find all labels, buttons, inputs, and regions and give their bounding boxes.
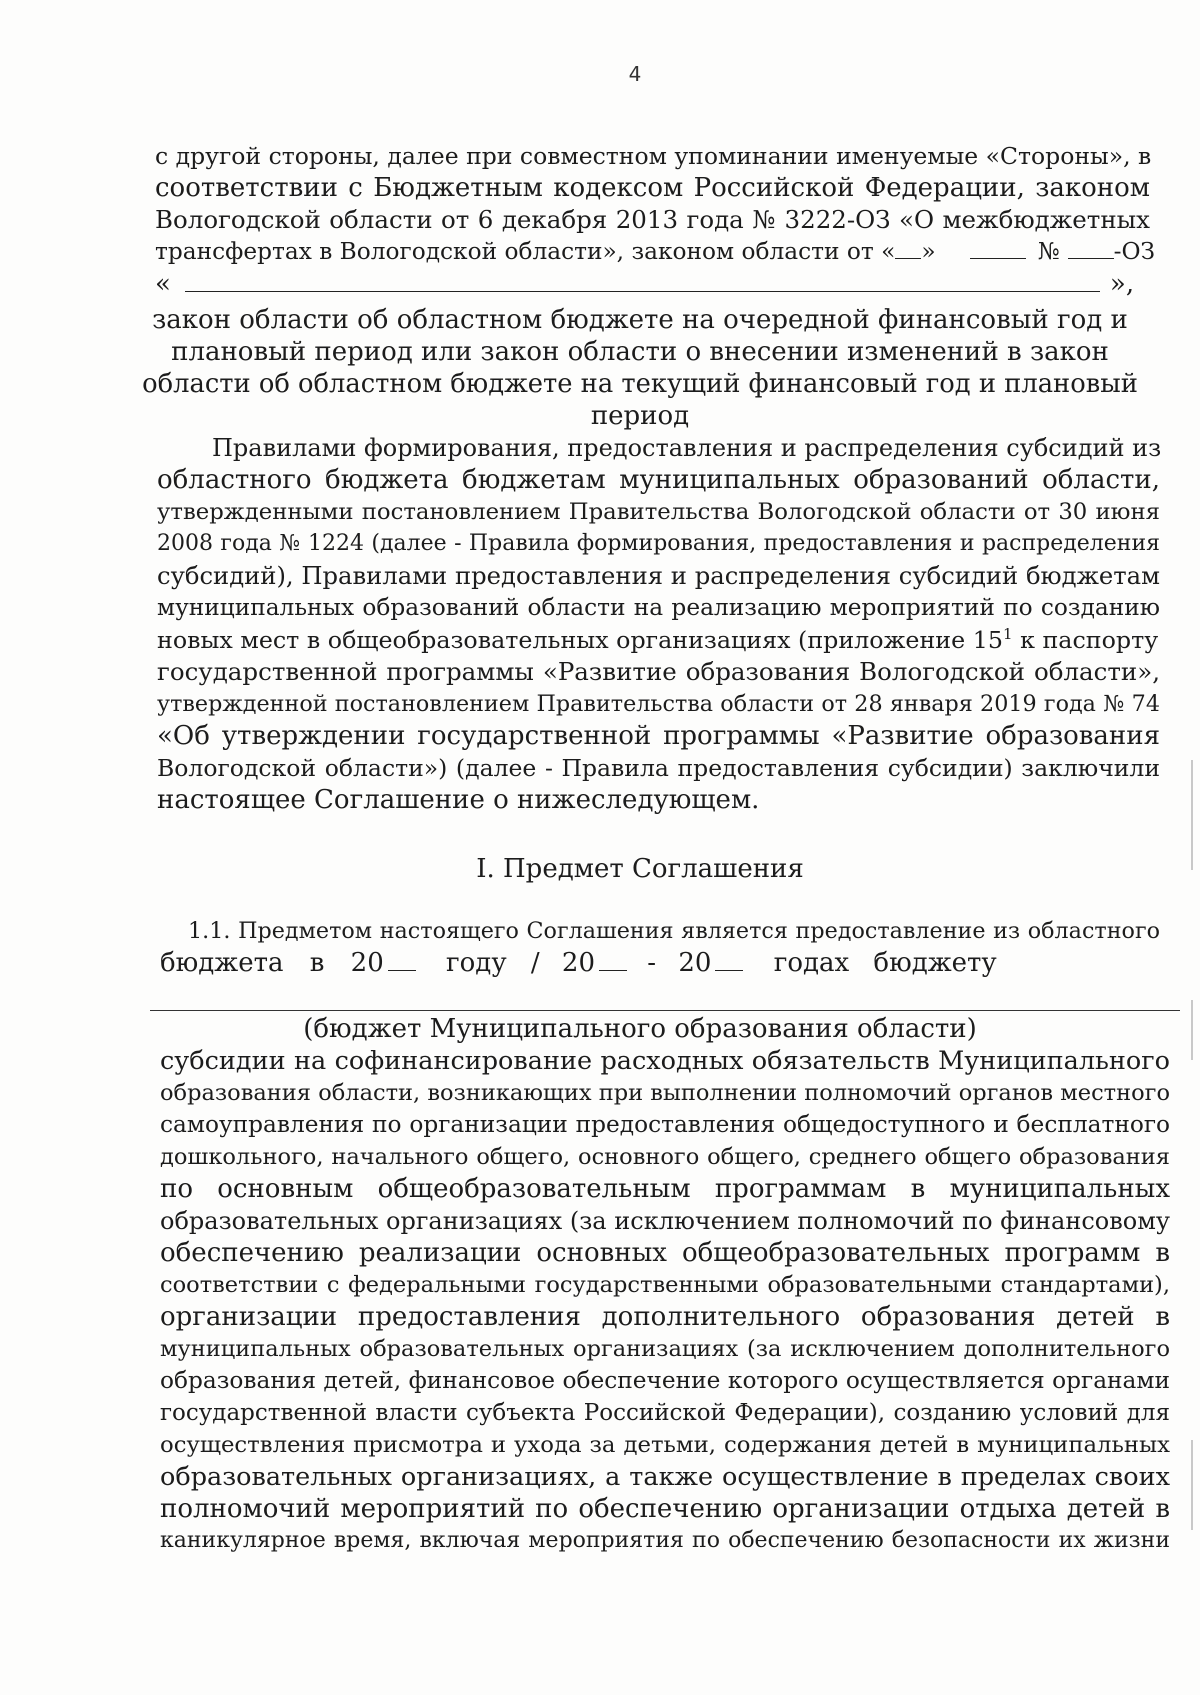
text-line: соответствии с Бюджетным кодексом Российской Федерации, законом xyxy=(155,173,1150,203)
law-note-line: период xyxy=(590,401,690,431)
text-line: по основным общеобразовательным программам в муниципальных xyxy=(160,1174,1170,1204)
text-line: государственной власти субъекта Российской Федерации), созданию условий для xyxy=(160,1400,1170,1426)
year-line xyxy=(160,947,1160,979)
text-line: соответствии с федеральными государственными образовательными стандартами), xyxy=(160,1272,1170,1298)
text-line: утвержденными постановлением Правительства Вологодской области от 30 июня xyxy=(157,499,1160,525)
law-title-line xyxy=(155,268,1155,300)
text-line: полномочий мероприятий по обеспечению организации отдыха детей в xyxy=(160,1494,1170,1524)
scan-edge-mark xyxy=(1191,760,1193,870)
date-blank xyxy=(970,236,1026,259)
number-sign: № xyxy=(1037,238,1060,265)
budget-blank-rule xyxy=(150,1010,1180,1011)
budget-caption: (бюджет Муниципального образования области) xyxy=(303,1014,977,1044)
text-line: муниципальных образований области на реализацию мероприятий по созданию xyxy=(157,594,1160,621)
law-suffix: -ОЗ xyxy=(1113,238,1156,265)
year-3-blank xyxy=(715,948,743,971)
item-1-1: 1.1. Предметом настоящего Соглашения является предоставление из областного xyxy=(188,918,1160,944)
law-reference-text: трансфертах в Вологодской области», законом области от « xyxy=(155,238,896,265)
law-note-line: области об областном бюджете на текущий финансовый год и плановый xyxy=(142,369,1138,399)
year-line-word: в xyxy=(309,948,325,978)
annex-text: новых мест в общеобразовательных организациях (приложение 15 xyxy=(157,626,1003,654)
text-line: областного бюджета бюджетам муниципальных образований области, xyxy=(157,465,1160,495)
section-title: I. Предмет Соглашения xyxy=(476,854,804,884)
text-line: муниципальных образовательных организациях (за исключением дополнительного xyxy=(160,1336,1170,1362)
scan-edge-mark xyxy=(1191,1000,1193,1060)
year-1: 20 xyxy=(350,948,384,978)
year-2: 20 xyxy=(561,948,596,978)
quote-close: », xyxy=(1109,269,1135,299)
text-line: образования детей, финансовое обеспечение которого осуществляется органами xyxy=(160,1367,1170,1394)
law-title-blank xyxy=(185,269,1100,292)
text-line: 2008 года № 1224 (далее - Правила формирования, предоставления и распределения xyxy=(157,531,1160,556)
text-line: Вологодской области от 6 декабря 2013 года № 3222-ОЗ «О межбюджетных xyxy=(155,205,1150,234)
year-3: 20 xyxy=(678,948,712,978)
scan-edge-mark xyxy=(1191,1440,1193,1530)
text-line: «Об утверждении государственной программы «Развитие образования xyxy=(157,721,1160,751)
text-line: Вологодской области») (далее - Правила предоставления субсидии) заключили xyxy=(157,754,1160,782)
text-line: образовательных организациях (за исключением полномочий по финансовому xyxy=(160,1207,1170,1235)
annex-superscript: 1 xyxy=(1002,625,1013,644)
law-note-line: плановый период или закон области о внесении изменений в закон xyxy=(171,337,1109,367)
text-line: субсидий), Правилами предоставления и распределения субсидий бюджетам xyxy=(157,561,1160,590)
year-line-word: бюджета xyxy=(160,948,284,978)
quote-close: » xyxy=(921,238,936,265)
year-line-word: году xyxy=(446,948,507,978)
text-line: субсидии на софинансирование расходных обязательств Муниципального xyxy=(160,1046,1170,1076)
text-line: каникулярное время, включая мероприятия по обеспечению безопасности их жизни xyxy=(160,1528,1170,1553)
text-line: образования области, возникающих при выполнении полномочий органов местного xyxy=(160,1080,1170,1106)
year-1-blank xyxy=(388,948,416,971)
text-line: образовательных организациях, а также осуществление в пределах своих xyxy=(160,1462,1170,1492)
text-line: Правилами формирования, предоставления и распределения субсидий из xyxy=(212,434,1162,462)
annex-text-end: к паспорту xyxy=(1012,626,1159,654)
page-number: 4 xyxy=(628,62,642,86)
quote-open: « xyxy=(155,269,171,299)
year-2-blank xyxy=(599,948,627,971)
text-line: организации предоставления дополнительного образования детей в xyxy=(160,1302,1170,1332)
text-line: дошкольного, начального общего, основного общего, среднего общего образования xyxy=(160,1144,1170,1170)
text-line: осуществления присмотра и ухода за детьми, содержания детей в муниципальных xyxy=(160,1432,1170,1458)
text-line: государственной программы «Развитие образования Вологодской области», xyxy=(157,657,1160,686)
text-line: самоуправления по организации предоставления общедоступного и бесплатного xyxy=(160,1111,1170,1138)
day-blank xyxy=(895,236,921,259)
dash: - xyxy=(647,948,657,978)
year-line-word: бюджету xyxy=(873,948,997,978)
text-line: с другой стороны, далее при совместном упоминании именуемые «Стороны», в xyxy=(155,142,1152,170)
law-reference-line xyxy=(155,236,1155,268)
text-line: обеспечению реализации основных общеобразовательных программ в xyxy=(160,1238,1170,1268)
number-blank xyxy=(1068,236,1114,259)
text-line: настоящее Соглашение о нижеследующем. xyxy=(157,785,760,815)
slash: / xyxy=(530,948,540,978)
year-line-word: годах xyxy=(773,948,850,978)
annex-line xyxy=(157,624,1160,656)
text-line: утвержденной постановлением Правительства области от 28 января 2019 года № 74 xyxy=(157,691,1160,717)
law-note-line: закон области об областном бюджете на очередной финансовый год и xyxy=(152,305,1128,335)
